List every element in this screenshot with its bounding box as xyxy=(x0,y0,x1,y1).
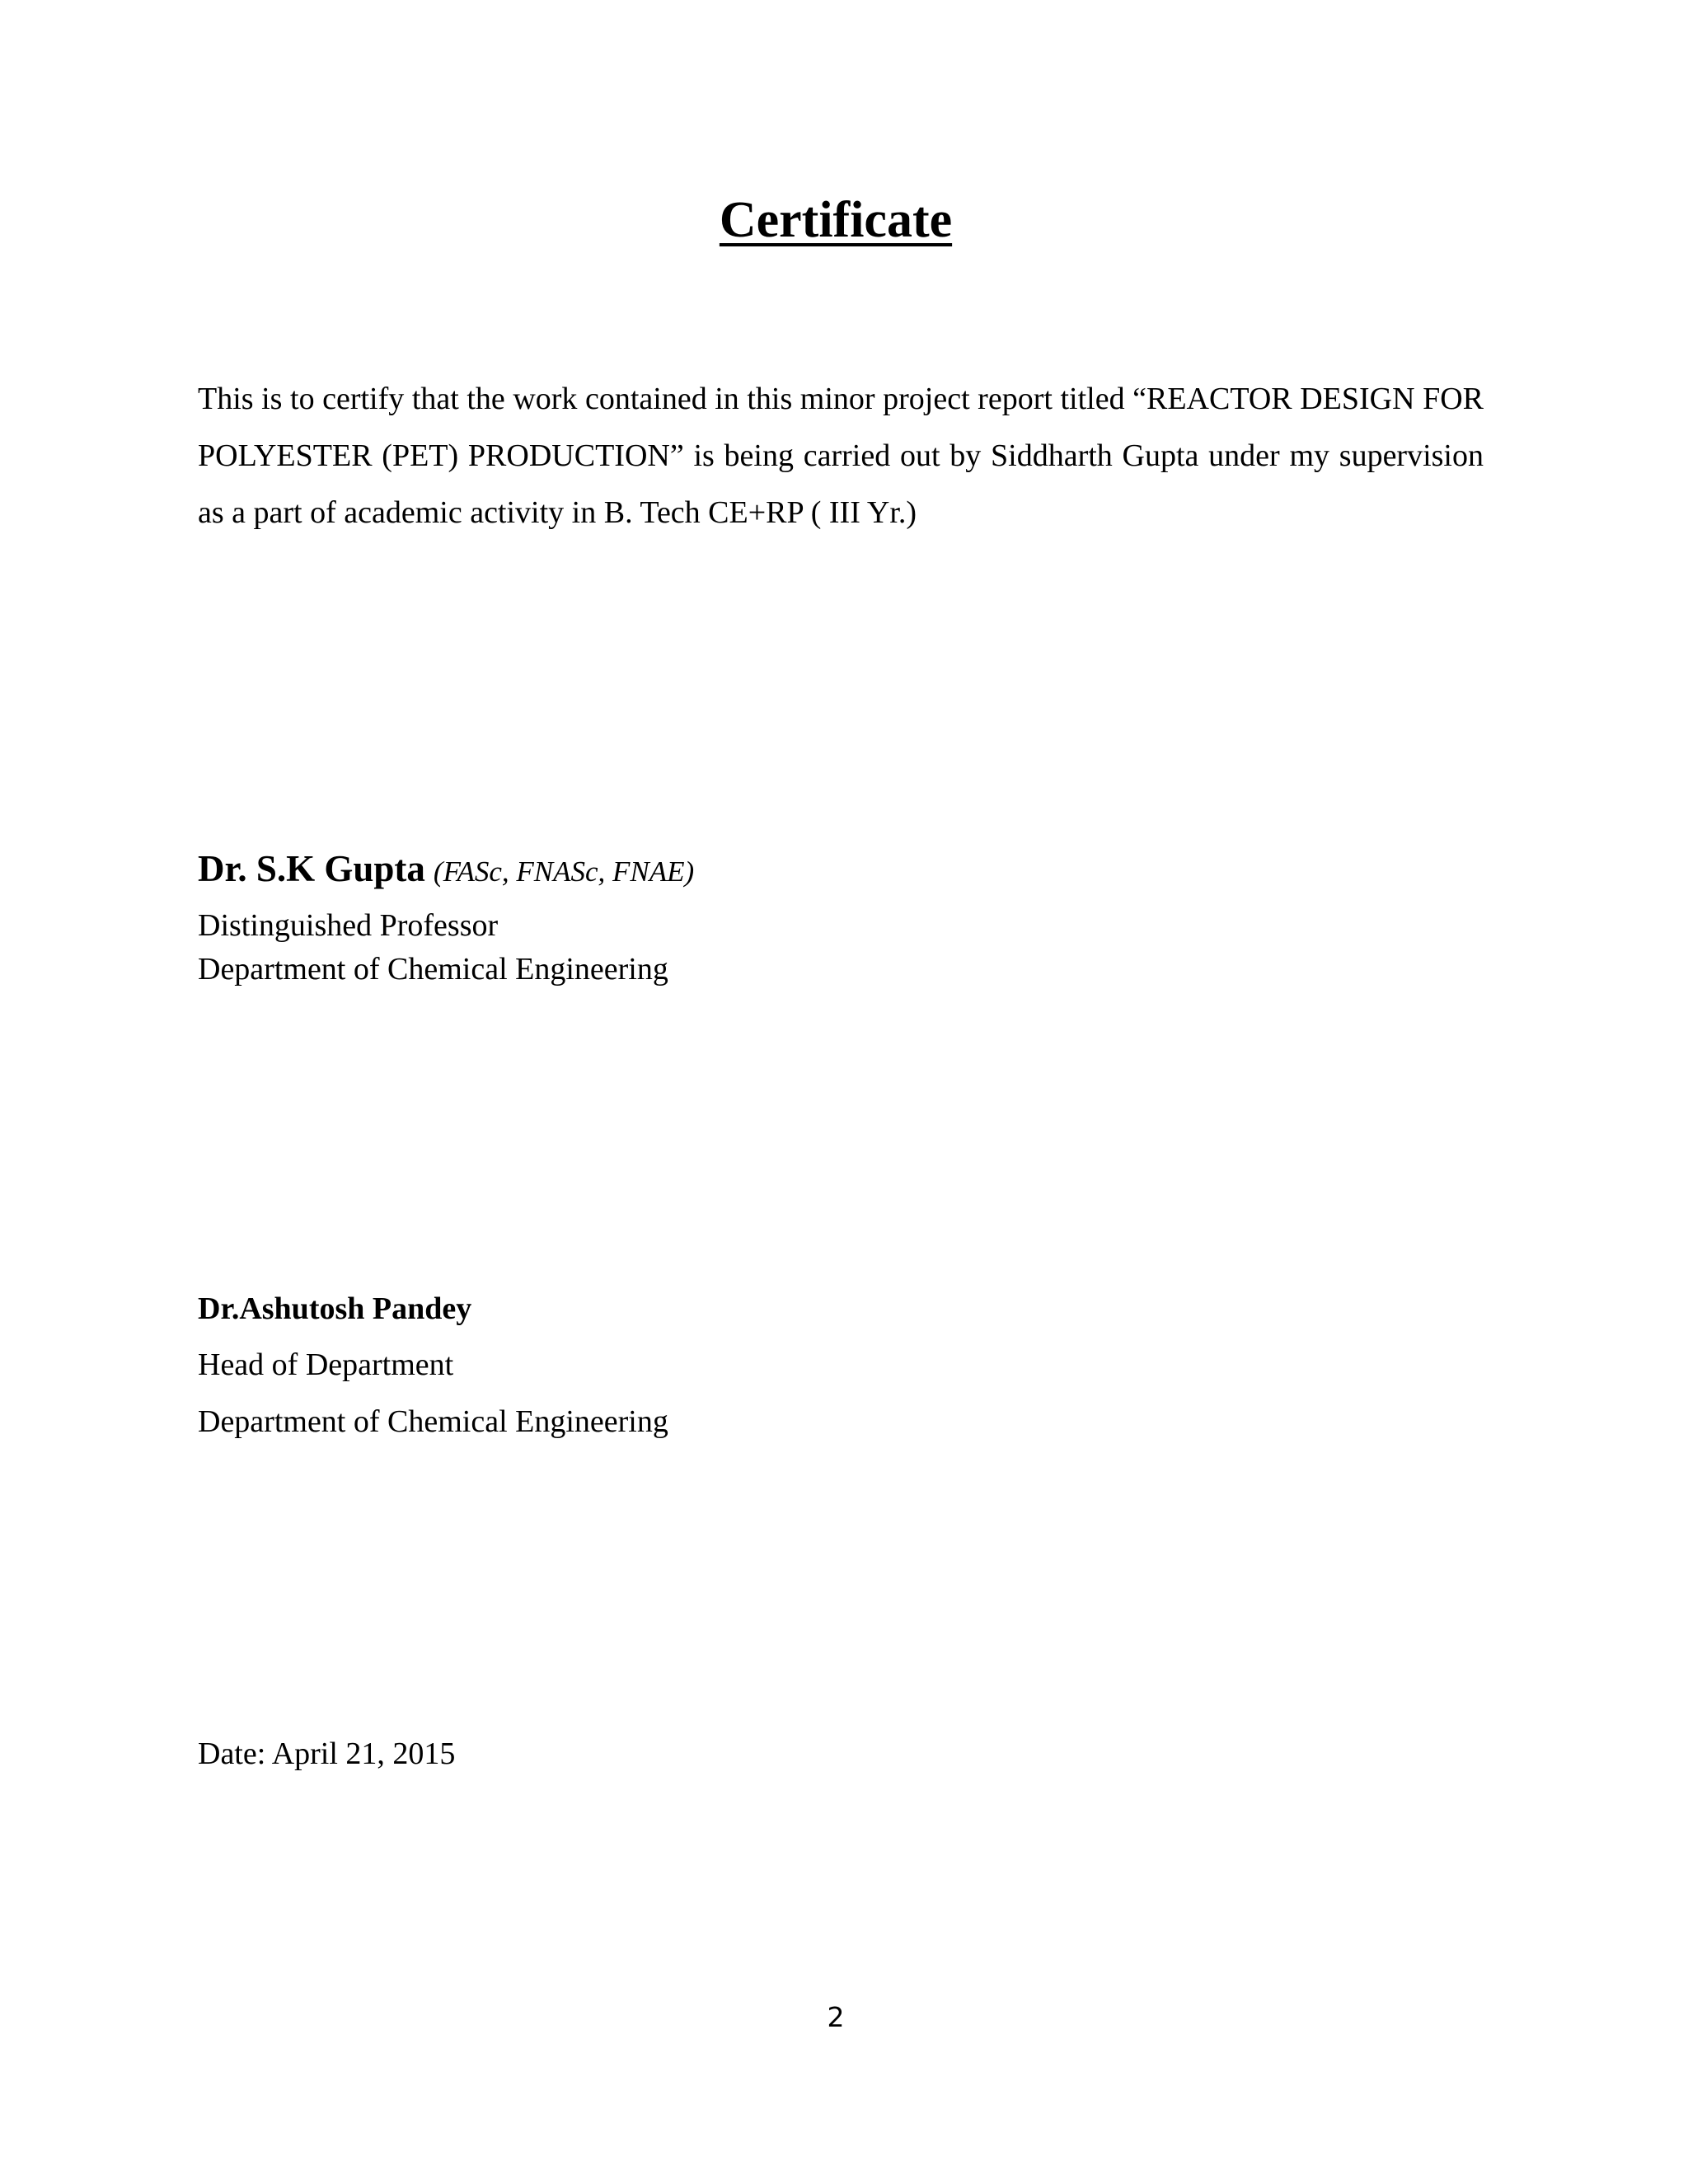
certificate-date: Date: April 21, 2015 xyxy=(198,1736,456,1771)
supervisor-name: Dr. S.K Gupta xyxy=(198,848,425,889)
supervisor-credentials: (FASc, FNASc, FNAE) xyxy=(433,855,695,888)
signatory-hod xyxy=(198,1281,1352,1451)
hod-department: Department of Chemical Engineering xyxy=(198,1404,668,1439)
hod-name: Dr.Ashutosh Pandey xyxy=(198,1291,472,1326)
certificate-statement: This is to certify that the work contained in this minor project report titled “REACTOR DESIGN FOR POLYESTER (PET) PRODUCTION” is being carried out by Siddharth Gupta under my supervision as a part of academic activity in B. Tech CE+RP ( III Yr.) xyxy=(198,382,1484,530)
page-number: 2 xyxy=(827,2001,845,2033)
signatory-supervisor xyxy=(198,842,1352,991)
page-title: Certificate xyxy=(719,192,953,248)
supervisor-name-line xyxy=(198,842,1352,904)
supervisor-designation: Distinguished Professor xyxy=(198,908,499,943)
supervisor-department: Department of Chemical Engineering xyxy=(198,952,668,987)
hod-designation: Head of Department xyxy=(198,1347,454,1382)
